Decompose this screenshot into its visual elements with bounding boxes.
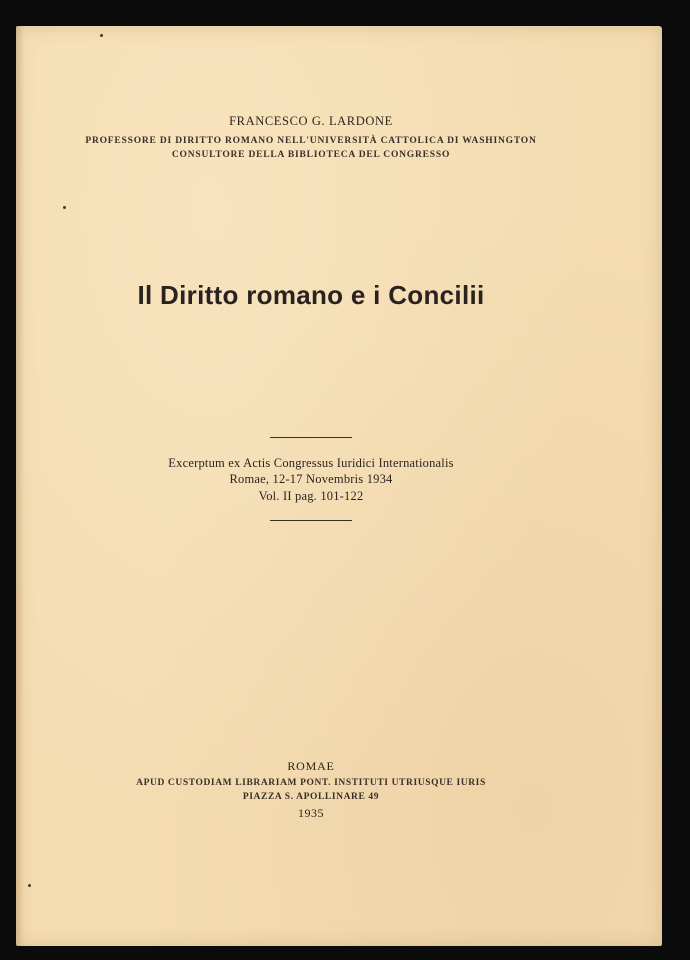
book-cover [16,26,662,946]
imprint-city: ROMAE [287,759,335,773]
author-credential-2: CONSULTORE DELLA BIBLIOTECA DEL CONGRESSO [171,150,451,160]
imprint-address: PIAZZA S. APOLLINARE 49 [242,792,380,802]
divider-top [270,437,352,438]
paper-speck [28,884,31,887]
author-credential-1: PROFESSORE DI DIRITTO ROMANO NELL'UNIVERSITÀ CATTOLICA DI WASHINGTON [85,136,537,146]
publication-year: 1935 [298,806,324,820]
author-name: FRANCESCO G. LARDONE [229,114,393,128]
excerpt-line-2: Romae, 12-17 Novembris 1934 [229,472,393,486]
imprint-publisher: APUD CUSTODIAM LIBRARIAM PONT. INSTITUTI UTRIUSQUE IURIS [136,778,486,788]
paper-speck [63,206,66,209]
paper-speck [100,34,103,37]
excerpt-line-1: Excerptum ex Actis Congressus Iuridici Internationalis [168,456,454,470]
book-title: Il Diritto romano e i Concilii [137,280,485,310]
excerpt-line-3: Vol. II pag. 101-122 [258,489,364,503]
divider-bottom [270,520,352,521]
